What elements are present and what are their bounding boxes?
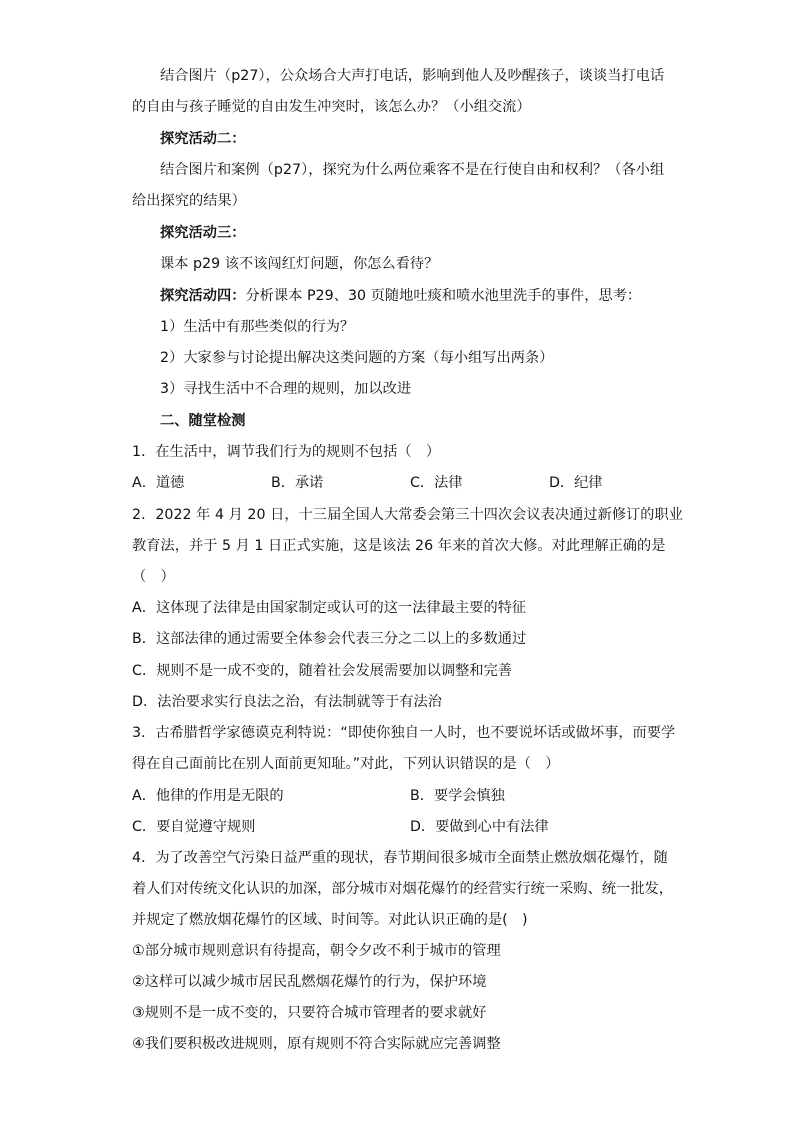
q1-option-d: D．纪律 [549, 475, 603, 491]
q4-statement-2: ②这样可以减少城市居民乱燃烟花爆竹的行为，保护环境 [132, 974, 487, 990]
q4-line1: 4．为了改善空气污染日益严重的现状，春节期间很多城市全面禁止燃放烟花爆竹，随 [132, 850, 668, 866]
activity2-line1: 结合图片和案例（p27），探究为什么两位乘客不是在行使自由和权利？（各小组 [160, 162, 665, 178]
q1-option-a: A．道德 [132, 475, 185, 491]
activity2-heading: 探究活动二： [160, 131, 246, 147]
activity4-item-2: 2）大家参与讨论提出解决这类问题的方案（每小组写出两条） [160, 350, 554, 366]
q3-line2: 得在自己面前比在别人面前更知耻。”对此，下列认识错误的是（ ） [132, 756, 560, 772]
q1-option-b: B．承诺 [271, 475, 324, 491]
q1-stem: 1．在生活中，调节我们行为的规则不包括（ ） [132, 444, 441, 460]
activity4-item-1: 1）生活中有那些类似的行为？ [160, 319, 355, 335]
q1-option-c: C．法律 [410, 475, 463, 491]
q2-line3: （ ） [132, 569, 175, 585]
q4-line3: 并规定了燃放烟花爆竹的区域、时间等。对此认识正确的是( ) [132, 912, 528, 928]
q2-option-a: A．这体现了法律是由国家制定或认可的这一法律最主要的特征 [132, 600, 527, 616]
q4-statement-3: ③规则不是一成不变的，只要符合城市管理者的要求就好 [132, 1005, 487, 1021]
activity2-line2: 给出探究的结果） [132, 193, 246, 209]
activity4-item-3: 3）寻找生活中不合理的规则，加以改进 [160, 381, 412, 397]
q3-option-a: A．他律的作用是无限的 [132, 788, 284, 804]
activity1-line2: 的自由与孩子睡觉的自由发生冲突时，该怎么办？（小组交流） [132, 99, 531, 115]
q2-option-c: C．规则不是一成不变的，随着社会发展需要加以调整和完善 [132, 663, 513, 679]
activity4-heading: 探究活动四： [160, 288, 246, 304]
activity4-intro: 分析课本 P29、30 页随地吐痰和喷水池里洗手的事件，思考： [245, 288, 642, 304]
activity3-line1: 课本 p29 该不该闯红灯问题，你怎么看待？ [160, 256, 439, 272]
q3-option-d: D．要做到心中有法律 [410, 819, 549, 835]
q2-option-b: B．这部法律的通过需要全体参会代表三分之二以上的多数通过 [132, 631, 527, 647]
q2-line2: 教育法，并于 5 月 1 日正式实施，这是该法 26 年来的首次大修。对此理解正确的是 [132, 538, 666, 554]
activity1-line1: 结合图片（p27），公众场合大声打电话，影响到他人及吵醒孩子，谈谈当打电话 [160, 68, 665, 84]
q3-option-c: C．要自觉遵守规则 [132, 819, 256, 835]
q4-statement-1: ①部分城市规则意识有待提高，朝令夕改不利于城市的管理 [132, 943, 501, 959]
activity3-heading: 探究活动三： [160, 225, 246, 241]
q2-line1: 2．2022 年 4 月 20 日，十三届全国人大常委会第三十四次会议表决通过新修订的职业 [132, 507, 684, 523]
q4-statement-4: ④我们要积极改进规则，原有规则不符合实际就应完善调整 [132, 1036, 501, 1052]
activity4-line [160, 286, 641, 306]
q4-line2: 着人们对传统文化认识的加深，部分城市对烟花爆竹的经营实行统一采购、统一批发， [132, 881, 674, 897]
q2-option-d: D．法治要求实行良法之治，有法制就等于有法治 [132, 694, 442, 710]
q3-line1: 3．古希腊哲学家德谟克利特说：“即使你独自一人时，也不要说坏话或做坏事，而要学 [132, 725, 676, 741]
section2-heading: 二、随堂检测 [160, 413, 246, 429]
q3-option-b: B．要学会慎独 [410, 788, 505, 804]
